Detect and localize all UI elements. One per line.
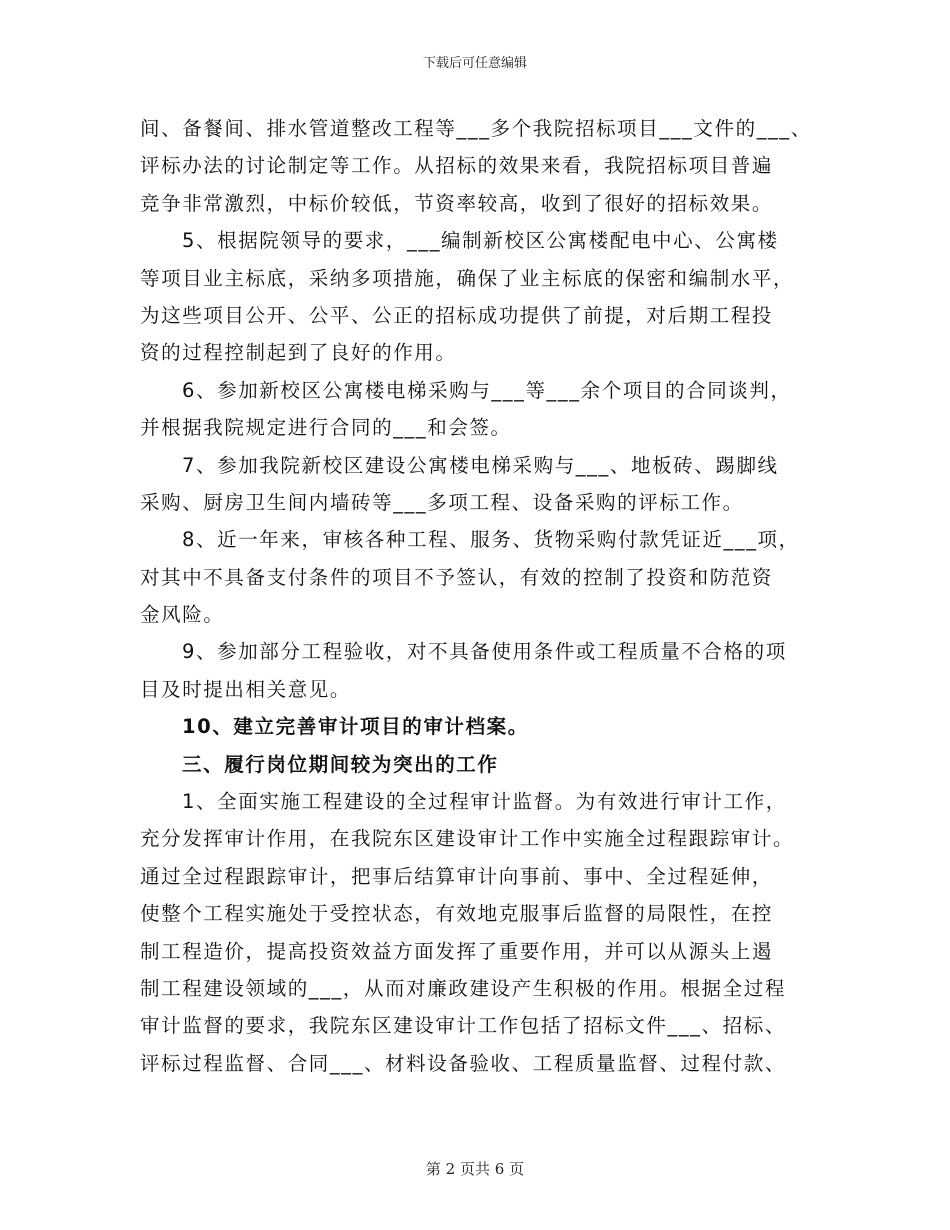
text-line: 等项目业主标底，采纳多项措施，确保了业主标底的保密和编制水平， (140, 266, 795, 290)
paragraph-item-9: 9、参加部分工程验收，对不具备使用条件或工程质量不合格的项 (182, 640, 787, 664)
text-line: 间、备餐间、排水管道整改工程等___多个我院招标项目___文件的___、 (140, 117, 812, 140)
text-line: 制工程建设领域的___，从而对廉政建设产生积极的作用。根据全过程 (140, 976, 786, 1000)
text-line: 采购、厨房卫生间内墙砖等___多项工程、设备采购的评标工作。 (140, 490, 744, 514)
text-line: 通过全过程跟踪审计，把事后结算审计向事前、事中、全过程延伸， (140, 864, 774, 888)
text-line: 目及时提出相关意见。 (140, 677, 352, 701)
page-header: 下载后可任意编辑 (422, 56, 527, 71)
paragraph-item-5: 5、根据院领导的要求，___编制新校区公寓楼配电中心、公寓楼 (182, 229, 779, 253)
paragraph-item-10: 10、建立完善审计项目的审计档案。 (182, 715, 529, 739)
text-line: 为这些项目公开、公平、公正的招标成功提供了前提，对后期工程投 (140, 303, 774, 327)
paragraph-item-7: 7、参加我院新校区建设公寓楼电梯采购与___、地板砖、踢脚线 (182, 453, 779, 477)
text-line: 并根据我院规定进行合同的___和会签。 (140, 416, 512, 440)
text-line: 使整个工程实施处于受控状态，有效地克服事后监督的局限性，在控 (140, 902, 774, 926)
text-line: 资的过程控制起到了良好的作用。 (140, 341, 457, 365)
paragraph-item-6: 6、参加新校区公寓楼电梯采购与___等___余个项目的合同谈判， (182, 378, 792, 402)
section-heading: 三、履行岗位期间较为突出的工作 (182, 752, 499, 776)
page-footer: 第 2 页共 6 页 (425, 1160, 525, 1178)
text-line: 金风险。 (140, 603, 225, 627)
text-line: 竞争非常激烈，中标价较低，节资率较高，收到了很好的招标效果。 (140, 191, 774, 215)
text-line: 充分发挥审计作用，在我院东区建设审计工作中实施全过程跟踪审计。 (140, 827, 795, 851)
paragraph-item-1: 1、全面实施工程建设的全过程审计监督。为有效进行审计工作， (182, 790, 787, 814)
document-body (140, 110, 820, 1082)
text-line: 审计监督的要求，我院东区建设审计工作包括了招标文件___、招标、 (140, 1014, 786, 1038)
text-line: 制工程造价，提高投资效益方面发挥了重要作用，并可以从源头上遏 (140, 939, 774, 963)
text-line: 评标过程监督、合同___、材料设备验收、工程质量监督、过程付款、 (140, 1051, 786, 1075)
text-line: 对其中不具备支付条件的项目不予签认，有效的控制了投资和防范资 (140, 565, 774, 589)
text-line: 评标办法的讨论制定等工作。从招标的效果来看，我院招标项目普遍 (140, 154, 774, 178)
paragraph-item-8: 8、近一年来，审核各种工程、服务、货物采购付款凭证近___项， (182, 528, 800, 552)
